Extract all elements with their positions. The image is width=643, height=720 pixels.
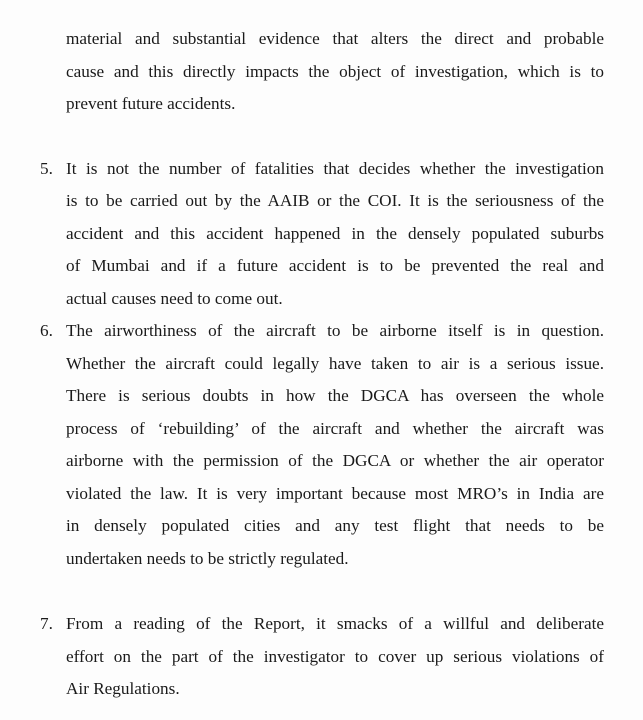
paragraph-line: process of ‘rebuilding’ of the aircraft and whether the aircraft was: [66, 419, 604, 438]
paragraph-line: is to be carried out by the AAIB or the COI. It is the seriousness of the: [66, 191, 604, 210]
item-number: 5.: [40, 159, 53, 178]
paragraph-line: It is not the number of fatalities that decides whether the investigation: [66, 159, 604, 178]
paragraph-line: accident and this accident happened in the densely populated suburbs: [66, 224, 604, 243]
paragraph-line: prevent future accidents.: [66, 94, 236, 113]
paragraph-line: undertaken needs to be strictly regulated.: [66, 549, 349, 568]
paragraph-line: actual causes need to come out.: [66, 289, 283, 308]
paragraph-line: of Mumbai and if a future accident is to be prevented the real and: [66, 256, 604, 275]
paragraph-line: Air Regulations.: [66, 679, 180, 698]
item-number: 6.: [40, 321, 53, 340]
paragraph-line: violated the law. It is very important because most MRO’s in India are: [66, 484, 604, 503]
paragraph-line: effort on the part of the investigator to cover up serious violations of: [66, 647, 604, 666]
paragraph-line: airborne with the permission of the DGCA or whether the air operator: [66, 451, 604, 470]
paragraph-line: There is serious doubts in how the DGCA has overseen the whole: [66, 386, 604, 405]
paragraph-line: Whether the aircraft could legally have taken to air is a serious issue.: [66, 354, 604, 373]
paragraph-line: From a reading of the Report, it smacks of a willful and deliberate: [66, 614, 604, 633]
paragraph-line: material and substantial evidence that alters the direct and probable: [66, 29, 604, 48]
paragraph-line: The airworthiness of the aircraft to be airborne itself is in question.: [66, 321, 604, 340]
paragraph-line: in densely populated cities and any test flight that needs to be: [66, 516, 604, 535]
paragraph-line: cause and this directly impacts the object of investigation, which is to: [66, 62, 604, 81]
item-number: 7.: [40, 614, 53, 633]
